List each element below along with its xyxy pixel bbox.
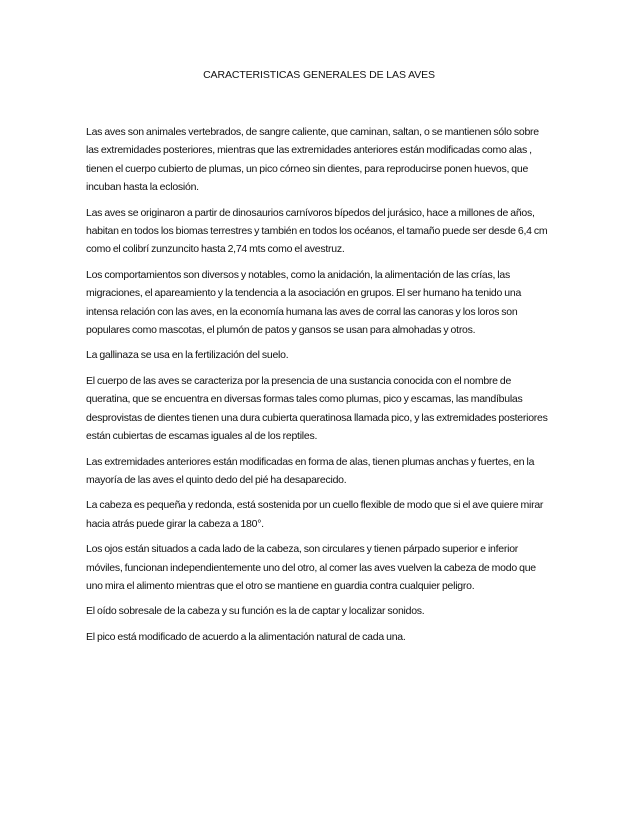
paragraph-beak: El pico está modificado de acuerdo a la alimentación natural de cada una. bbox=[86, 630, 406, 643]
paragraph-ear: El oído sobresale de la cabeza y su función es la de captar y localizar sonidos. bbox=[86, 605, 425, 618]
paragraph-head: La cabeza es pequeña y redonda, está sostenida por un cuello flexible de modo que si el ave quiere mirar hacia atrás puede girar la cabeza a 180°. bbox=[86, 499, 544, 530]
document-title: CARACTERISTICAS GENERALES DE LAS AVES bbox=[203, 69, 435, 81]
paragraph-origin: Las aves se originaron a partir de dinosaurios carnívoros bípedos del jurásico, hace a millones de años, habitan en todos los biomas terrestres y también en todos los océanos, el tamaño puede ser desde 6,4 cm como el colibrí zunzuncito hasta 2,74 mts como el avestruz. bbox=[86, 206, 548, 256]
paragraph-eyes: Los ojos están situados a cada lado de la cabeza, son circulares y tienen párpado superior e inferior móviles, funcionan independientemente uno del otro, al comer las aves vuelven la cabeza de modo que uno mira el alimento mientras que el otro se mantiene en guardia contra cualquier peligro. bbox=[86, 543, 536, 592]
paragraph-behavior: Los comportamientos son diversos y notables, como la anidación, la alimentación de las crías, las migraciones, el apareamiento y la tendencia a la asociación en grupos. El ser humano ha tenido una intensa relación con las aves, en la economía humana las aves de corral las canoras y los loros son populares como mascotas, el plumón de patos y gansos se usan para almohadas y otros. bbox=[86, 268, 522, 337]
paragraph-definition: Las aves son animales vertebrados, de sangre caliente, que caminan, saltan, o se mantienen sólo sobre las extremidades posteriores, mientras que las extremidades anteriores están modificadas como alas , tienen el cuerpo cubierto de plumas, un pico córneo sin dientes, para reproducirse ponen huevos, que incuban hasta la eclosión. bbox=[86, 126, 539, 194]
paragraph-gallinaza: La gallinaza se usa en la fertilización del suelo. bbox=[86, 349, 289, 362]
document-body bbox=[86, 123, 552, 653]
paragraph-limbs: Las extremidades anteriores están modificadas en forma de alas, tienen plumas anchas y fuertes, en la mayoría de las aves el quinto dedo del pié ha desaparecido. bbox=[86, 455, 535, 486]
paragraph-body: El cuerpo de las aves se caracteriza por la presencia de una sustancia conocida con el nombre de queratina, que se encuentra en diversas formas tales como plumas, pico y escamas, las mandíbulas desprovistas de dientes tienen una dura cubierta queratinosa llamada pico, y las extremidades posteriores están cubiertas de escamas iguales al de los reptiles. bbox=[86, 374, 548, 443]
